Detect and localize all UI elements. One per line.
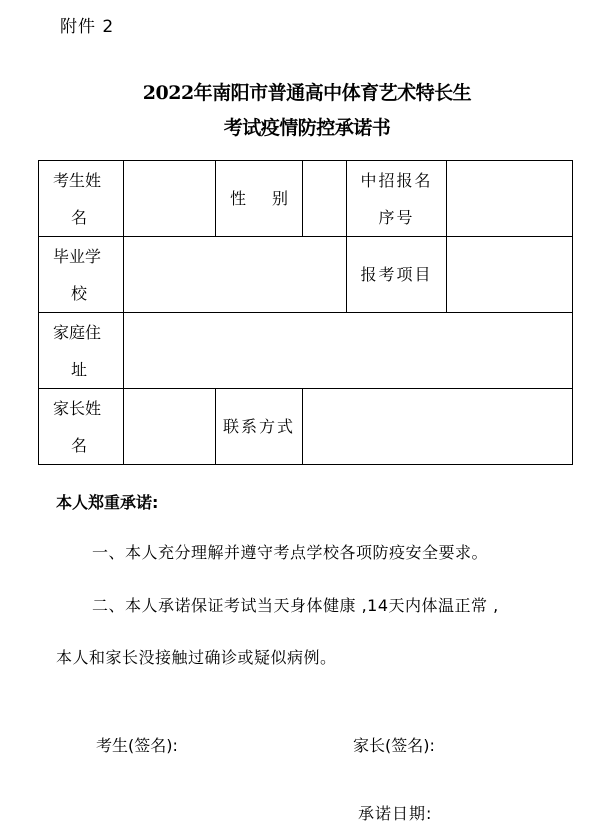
- exam-event-label: 报考项目: [347, 237, 447, 313]
- pledge-form-table: [38, 160, 573, 465]
- pledge-date-label: 承诺日期:: [358, 804, 433, 823]
- address-label: 家庭住 址: [39, 313, 124, 389]
- contact-field[interactable]: [303, 389, 573, 465]
- contact-label: 联系方式: [216, 389, 303, 465]
- document-title: 2022年南阳市普通高中体育艺术特长生: [142, 82, 472, 104]
- gender-label: 性 别: [216, 161, 303, 237]
- pledge-heading: 本人郑重承诺:: [56, 493, 159, 512]
- registration-number-field[interactable]: [447, 161, 573, 237]
- parent-name-field[interactable]: [124, 389, 216, 465]
- pledge-item-2: 二、本人承诺保证考试当天身体健康 ,14天内体温正常 ,: [92, 596, 499, 615]
- gender-field[interactable]: [303, 161, 347, 237]
- attachment-label: 附件 2: [60, 17, 115, 37]
- table-row: [39, 389, 573, 465]
- school-label: 毕业学 校: [39, 237, 124, 313]
- address-field[interactable]: [124, 313, 573, 389]
- school-field[interactable]: [124, 237, 347, 313]
- registration-number-label: 中招报名 序号: [347, 161, 447, 237]
- table-row: [39, 313, 573, 389]
- pledge-item-2-continued: 本人和家长没接触过确诊或疑似病例。: [56, 648, 337, 667]
- student-name-field[interactable]: [124, 161, 216, 237]
- table-row: [39, 237, 573, 313]
- parent-name-label: 家长姓 名: [39, 389, 124, 465]
- student-name-label: 考生姓 名: [39, 161, 124, 237]
- table-row: [39, 161, 573, 237]
- document-subtitle: 考试疫情防控承诺书: [223, 117, 391, 139]
- parent-signature-label: 家长(签名):: [353, 736, 435, 755]
- pledge-item-1: 一、本人充分理解并遵守考点学校各项防疫安全要求。: [92, 543, 489, 562]
- student-signature-label: 考生(签名):: [96, 736, 178, 755]
- exam-event-field[interactable]: [447, 237, 573, 313]
